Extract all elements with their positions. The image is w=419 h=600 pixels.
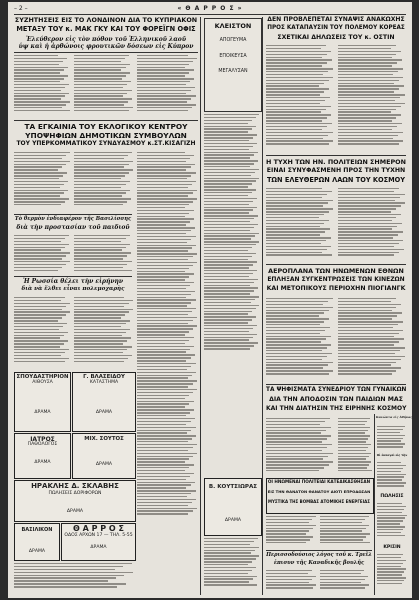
- article-text: [320, 516, 372, 548]
- masthead: « Θ Α Ρ Ρ Ο Σ »: [177, 5, 243, 12]
- article-text: [14, 563, 134, 593]
- ad-box: ΙΑΤΡΟΣ ΠΑΘΟΛΟΓΟΣ ΔΡΑΜΑ: [14, 433, 71, 479]
- article-text: [266, 570, 317, 594]
- rule: [266, 384, 406, 385]
- article-text: [74, 297, 134, 369]
- article-text: [74, 152, 134, 212]
- header-rule: [14, 14, 406, 15]
- headline-usa-c: ΤΩΝ ΕΛΕΥΘΕΡΩΝ ΛΑΩΝ ΤΟΥ ΚΟΣΜΟΥ: [266, 176, 406, 184]
- article-text: [338, 418, 372, 476]
- headline-russia-b: διὰ νὰ ἔλθει εἶναι πολεμοχαρὴς: [21, 286, 125, 292]
- page-number: – 2 –: [14, 5, 28, 12]
- headline-truman-a: Περισσοδούσιος λόγος τοῦ κ. Τρεῖλ: [266, 552, 372, 558]
- ad-box: ΣΠΟΥΔΑΣΤΗΡΙΟΝ ΑΙΘΟΥΣΑ ΔΡΑΜΑ: [14, 372, 71, 432]
- headline-planes-b: ΕΠΛΗΞΑΝ ΣΥΓΚΕΝΤΡΩΣΕΙΣ ΤΩΝ ΚΙΝΕΖΩΝ: [267, 276, 405, 283]
- article-text: [204, 114, 260, 474]
- article-text: [338, 188, 406, 262]
- article-text: [74, 235, 134, 275]
- article-text: [320, 570, 372, 594]
- article-text: [266, 298, 334, 382]
- article-text: [338, 45, 406, 153]
- article-text: [14, 297, 71, 369]
- headline-cyprus-b: ΜΕΤΑΞΥ ΤΟΥ κ. ΜΑΚ ΓΚΥ ΚΑΙ ΤΟΥ ΦΟΡΕΪΓΝ ΟΦΙΣ: [16, 25, 196, 33]
- headline-spies-a: ΟΙ ΗΝΩΜΕΝΑΙ ΠΟΛΙΤΕΙΑΙ ΚΑΤΕΔΙΚΑΣΘΗΣΑΝ: [267, 479, 371, 484]
- article-text: [266, 418, 334, 476]
- headline-queen-a: Τὸ θερμὸν ἐνδιαφέρον τῆς Βασιλίσσης: [14, 216, 132, 222]
- article-text: [74, 55, 134, 118]
- headline-usa-b: ΕΙΝΑΙ ΣΥΝΥΦΑΣΜΕΝΗ ΠΡΟΣ ΤΗΝ ΤΥΧΗΝ: [266, 167, 406, 174]
- headline-spies-c: ΜΥΣΤΙΚΑ ΤΗΣ ΒΟΜΒΑΣ ΑΤΟΜΙΚΗΣ ΕΝΕΡΓΕΙΑΣ: [268, 499, 370, 504]
- headline-usa-a: Η ΤΥΧΗ ΤΩΝ ΗΝ. ΠΟΛΙΤΕΙΩΝ ΣΗΜΕΡΟΝ: [266, 158, 406, 166]
- newspaper-page: [8, 2, 412, 598]
- column-rule: [262, 17, 263, 595]
- sidebar-head: Οἱ ἐκλογαὶ εἰς τὴν: [376, 453, 408, 457]
- rule: [14, 214, 132, 215]
- headline-planes-c: ΚΑΙ ΜΕΤΟΠΙΚΟΥΣ ΠΕΡΙΟΧΗΝ ΠΙΟΓΙΑΝΓΚ: [266, 285, 406, 292]
- article-text: [377, 554, 407, 592]
- headline-truman-b: ἐπισυν τῆς Καναδικῆς βουλῆς: [273, 560, 365, 566]
- article-text: [137, 152, 198, 582]
- article-text: [377, 426, 407, 452]
- subhead-cyprus-a: Ἐλεύθερον εἰς τὸν πόθον τοῦ Ἑλληνικοῦ λαοῦ: [26, 36, 186, 43]
- headline-women-b: ΔΙΑ ΤΗΝ ΑΠΟΔΟΣΙΝ ΤΩΝ ΠΑΙΔΙΩΝ ΜΑΣ: [269, 396, 403, 403]
- rule: [266, 155, 406, 156]
- article-text: [137, 55, 198, 118]
- headline-election-c: ΤΟΥ ΥΠΕΡΚΟΜΜΑΤΙΚΟΥ ΣΥΝΔΥΑΣΜΟΥ κ.ΣΤ.ΚΙΣΑΓΙΖΗ: [16, 140, 196, 147]
- subhead-korea: ΣΧΕΤΙΚΑΙ ΔΗΛΩΣΕΙΣ ΤΟΥ κ. ΟΣΤΙΝ: [277, 34, 395, 41]
- column-rule: [374, 414, 375, 595]
- article-text: [14, 55, 71, 118]
- rule: [14, 276, 132, 277]
- subhead-cyprus-b: ὑψ καὶ ἡ ἀρθώνοις φρουτικῶν δόσεων εἰς Κύπρον: [18, 43, 194, 50]
- sidebar-head: ΚΡΙΣΙΝ: [383, 545, 401, 550]
- article-text: [266, 516, 317, 548]
- sidebar-head: ΠΩΛΗΣΙΣ: [380, 494, 404, 499]
- page-header: [14, 5, 406, 14]
- headline-queen-b: διὰ τὴν προστασίαν τοῦ παιδιοῦ: [16, 224, 130, 231]
- article-text: [14, 152, 71, 212]
- article-text: [338, 298, 406, 382]
- headline-russia-a: Ἡ Ρωσσία θέλει τὴν εἰρήνην: [22, 278, 124, 285]
- rule: [266, 550, 372, 551]
- article-text: [266, 45, 334, 153]
- article-text: [14, 235, 71, 275]
- article-text: [204, 538, 260, 593]
- rule: [14, 52, 198, 53]
- headline-planes-a: ΑΕΡΟΠΛΑΝΑ ΤΩΝ ΗΝΩΜΕΝΩΝ ΕΘΝΩΝ: [268, 267, 404, 275]
- column-rule: [200, 17, 201, 595]
- ad-box: Β. ΚΟΥΤΣΙΩΡΑΣ ΔΡΑΜΑ: [204, 478, 262, 536]
- headline-women-c: ΚΑΙ ΤΗΝ ΔΙΑΤΗΣΙΝ ΤΗΣ ΕΙΡΗΝΗΣ ΚΟΣΜΟΥ: [266, 405, 407, 412]
- headline-election-b: ΥΠΟΨΗΦΙΩΝ ΔΗΜΟΤΙΚΩΝ ΣΥΜΒΟΥΛΩΝ: [25, 131, 187, 140]
- article-text: [377, 462, 407, 492]
- rule: [14, 120, 198, 121]
- headline-korea-b: ΠΡΟΣ ΚΑΤΑΠΑΥΣΙΝ ΤΟΥ ΠΟΛΕΜΟΥ ΚΟΡΕΑΣ: [267, 25, 405, 31]
- notice-box: ΚΛΕΙΣΤΟΝ ΑΠΟΓΕΥΜΑ ΕΠΟΙΚΕΥΣΑ ΜΕΓΑΛΥΣΑΝ: [204, 18, 262, 112]
- ad-box: ΗΡΑΚΛΗΣ Δ. ΣΚΛΑΒΗΣ ΠΩΛΗΣΕΙΣ ΔΟΡΙΦΟΡΩΝ ΔΡΑΜΑ: [14, 480, 136, 522]
- article-text: [266, 188, 334, 262]
- headline-women-a: ΤΑ ΨΗΦΙΣΜΑΤΑ ΣΥΝΕΔΡΙΟΥ ΤΩΝ ΓΥΝΑΙΚΩΝ: [266, 387, 407, 393]
- headline-cyprus-a: ΣΥΖΗΤΗΣΕΙΣ ΕΙΣ ΤΟ ΛΟΝΔΙΝΟΝ ΔΙΑ ΤΟ ΚΥΠΡΙΑΚΟΝ: [14, 16, 198, 24]
- headline-korea-a: ΔΕΝ ΠΡΟΒΛΕΠΕΤΑΙ ΣΥΝΑΨΙΣ ΑΝΑΚΩΧΗΣ: [267, 16, 405, 23]
- article-text: [377, 503, 407, 543]
- sidebar-title: Καλώντα εἰς Ἀθήνας: [376, 415, 413, 419]
- ad-box: Γ. ΒΛΑΣΕΙΔΟΥ ΚΑΤΑΣΤΗΜΑ ΔΡΑΜΑ: [72, 372, 136, 432]
- rule: [266, 264, 406, 265]
- headline-election-a: ΤΑ ΕΓΚΑΙΝΙΑ ΤΟΥ ΕΚΛΟΓΙΚΟΥ ΚΕΝΤΡΟΥ: [24, 122, 188, 131]
- ad-box: ΜΙΧ. ΣΟΥΤΟΣ ΔΡΑΜΑ: [72, 433, 136, 479]
- ad-box: ΒΑΣΙΛΙΚΟΝ ΔΡΑΜΑ: [14, 523, 60, 561]
- ad-box: Θ Α Ρ Ρ Ο Σ ΟΔΟΣ ΑΡΧΩΝ 17 — ΤΗΛ. 5-55 ΔΡΑΜΑ: [61, 523, 136, 561]
- headline-spies-b: ΕΙΣ ΤΗΝ ΘΑΝΑΤΟΝ ΘΑΝΑΤΟΥ ΔΙΟΤΙ ΕΠΡΟΔΩΣΑΝ: [267, 489, 371, 494]
